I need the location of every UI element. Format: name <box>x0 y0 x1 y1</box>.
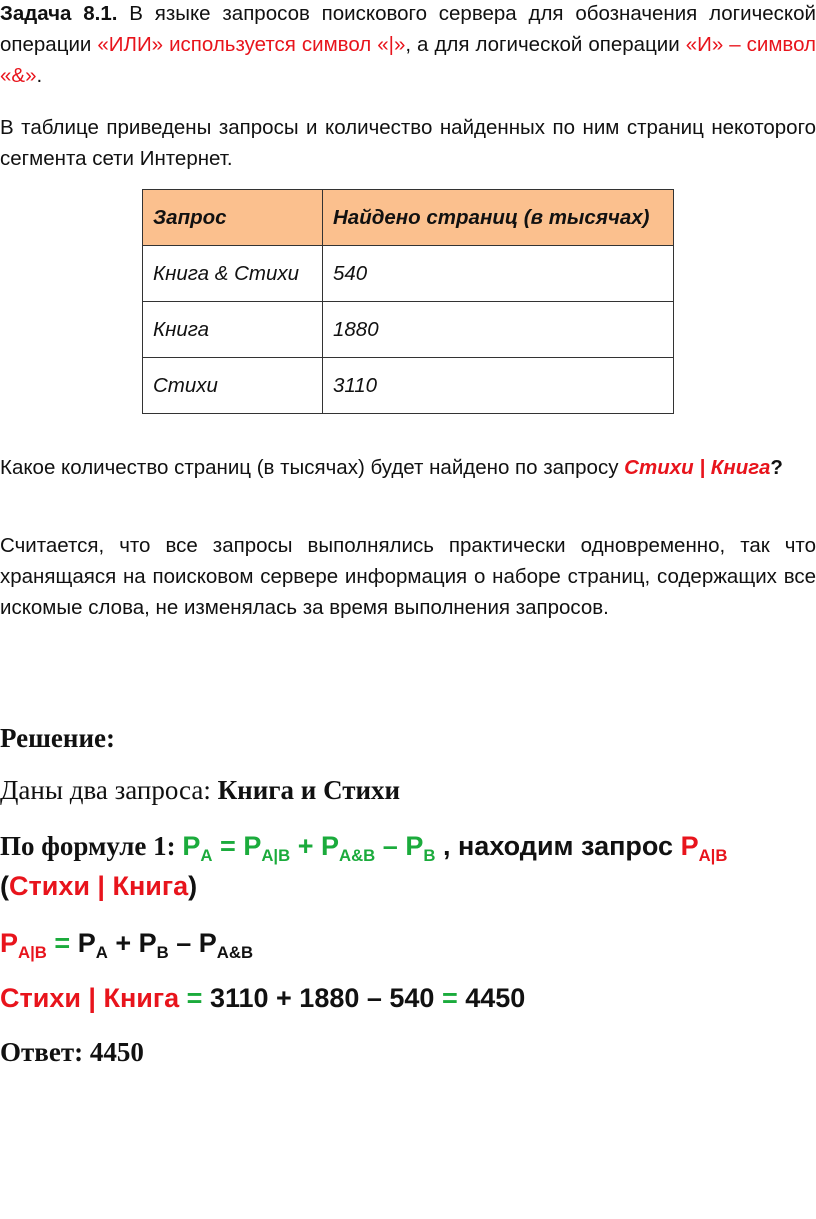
target-query: Стихи | Книга <box>9 871 189 901</box>
or-operator-text: «ИЛИ» используется символ «|» <box>97 33 406 56</box>
given-line <box>0 772 400 808</box>
formula-comma: , <box>442 831 451 861</box>
query-table <box>142 189 674 414</box>
derived-formula: $P_{A|B} = P_A + P_B - P_{A\&B}$ <box>0 928 254 962</box>
solution-heading <box>0 720 115 756</box>
formula-prefix: По формуле 1: <box>0 831 183 861</box>
column-header-query: Запрос <box>143 190 323 246</box>
question-mark: ? <box>770 456 783 479</box>
given-prefix: Даны два запроса: <box>0 775 218 805</box>
and-operator-text: «И» – символ «&» <box>0 33 816 87</box>
task-text: . <box>36 64 43 87</box>
given-queries: Книга и Стихи <box>217 775 401 805</box>
table-row <box>143 358 674 414</box>
formula-line <box>0 828 727 864</box>
task-text: , а для логической операции <box>405 33 680 56</box>
table-row <box>143 302 674 358</box>
calc-result: 4450 <box>465 983 526 1013</box>
target-probability: $P_{A|B}$ <box>680 831 728 865</box>
column-header-pages: Найдено страниц (в тысячах) <box>323 190 674 246</box>
calc-numbers: 3110 + 1880 – 540 <box>209 983 435 1013</box>
answer-line <box>0 1034 144 1070</box>
pages-cell: 1880 <box>323 302 674 358</box>
task-text: В языке запросов поискового сервера для обозначения логической операции <box>0 2 816 56</box>
table-row <box>143 246 674 302</box>
table-header-row <box>143 190 674 246</box>
query-cell: Стихи <box>143 358 323 414</box>
solution-heading-text: Решение: <box>0 723 115 753</box>
pages-cell: 3110 <box>323 358 674 414</box>
table-intro: В таблице приведены запросы и количество найденных по ним страниц некоторого сегмента сети Интернет. <box>0 116 816 170</box>
query-cell: Книга <box>143 302 323 358</box>
assumption-note: Считается, что все запросы выполнялись практически одновременно, так что хранящаяся на поисковом сервере информация о наборе страниц, содержащих все искомые слова, не изменялась за время выполнения запросов. <box>0 534 816 619</box>
formula: $P_A = P_{A|B} + P_{A\&B} - P_B$ <box>182 831 436 865</box>
question <box>0 452 816 483</box>
question-query: Стихи | Книга <box>624 456 771 479</box>
answer-text: Ответ: 4450 <box>0 1037 144 1067</box>
question-text: Какое количество страниц (в тысячах) будет найдено по запросу <box>0 456 619 479</box>
task-statement <box>0 0 816 91</box>
pages-cell: 540 <box>323 246 674 302</box>
calculation-line: Стихи | Книга = 3110 + 1880 – 540 = 4450 <box>0 983 526 1013</box>
query-cell: Книга & Стихи <box>143 246 323 302</box>
target-query-line: (Стихи | Книга) <box>0 871 198 901</box>
task-label: Задача 8.1. <box>0 2 118 25</box>
calc-query: Стихи | Книга <box>0 983 180 1013</box>
find-text: находим запрос <box>458 831 674 861</box>
